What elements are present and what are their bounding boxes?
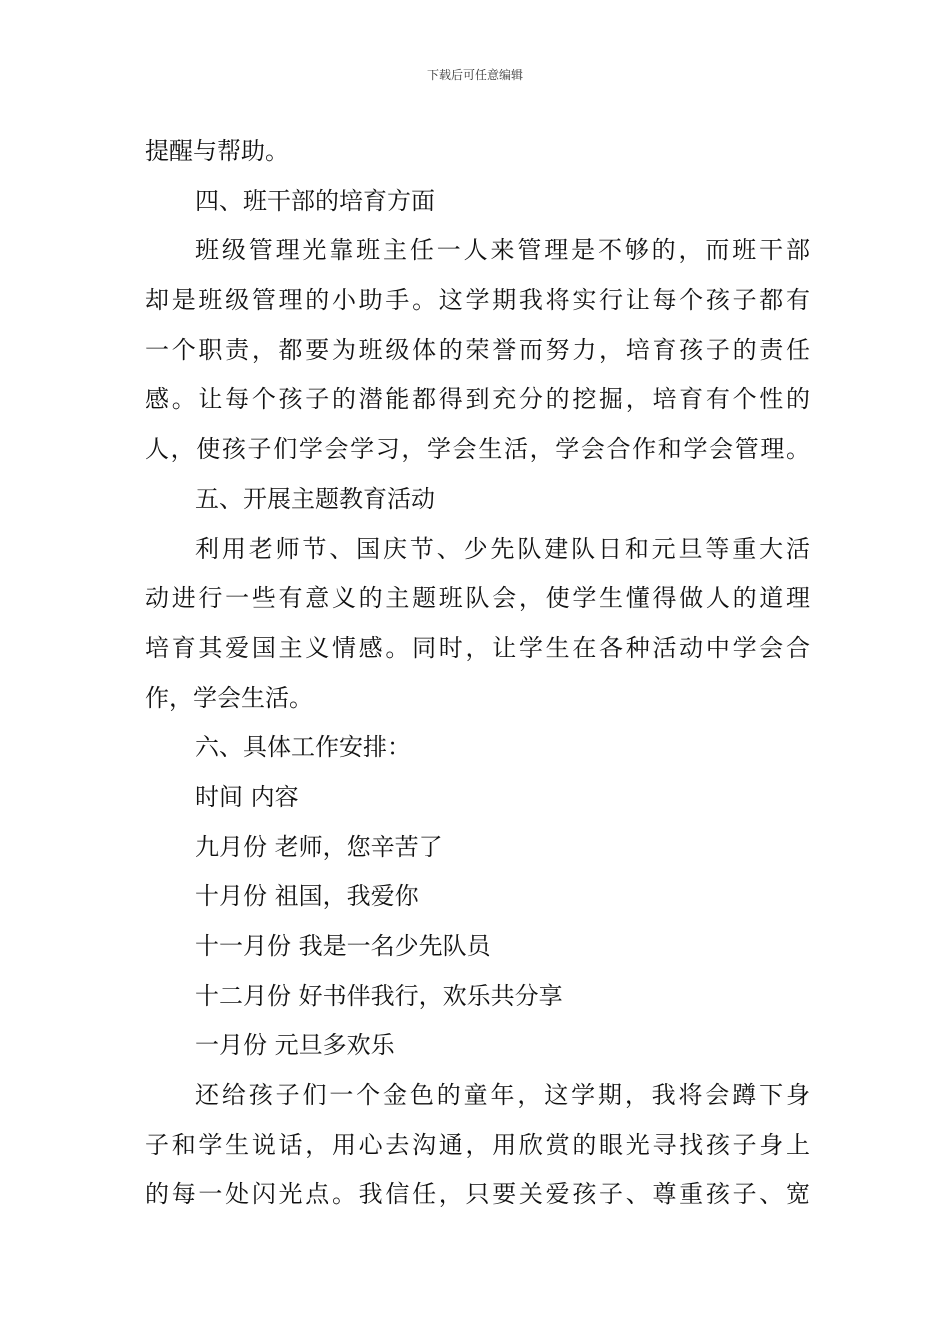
text-line: 一个职责，都要为班级体的荣誉而努力，培育孩子的责任: [145, 335, 810, 364]
schedule-row: 九月份 老师，您辛苦了: [195, 832, 443, 861]
schedule-row: 十一月份 我是一名少先队员: [195, 932, 491, 960]
text-line: 感。让每个孩子的潜能都得到充分的挖掘，培育有个性的: [145, 385, 810, 414]
text-line: 的每一处闪光点。我信任，只要关爱孩子、尊重孩子、宽: [145, 1180, 810, 1209]
text-line: 动进行一些有意义的主题班队会，使学生懂得做人的道理: [145, 584, 810, 613]
text-line: 培育其爱国主义情感。同时，让学生在各种活动中学会合: [145, 633, 810, 662]
text-line: 作，学会生活。: [145, 683, 313, 712]
section-heading: 六、具体工作安排：: [195, 733, 411, 762]
schedule-header: 时间 内容: [195, 782, 299, 811]
text-line: 利用老师节、国庆节、少先队建队日和元旦等重大活: [195, 534, 810, 563]
page-header: 下载后可任意编辑: [426, 68, 523, 82]
text-line: 班级管理光靠班主任一人来管理是不够的，而班干部: [195, 236, 810, 265]
document-body: [145, 127, 810, 1220]
text-line: 子和学生说话，用心去沟通，用欣赏的眼光寻找孩子身上: [145, 1130, 810, 1159]
section-heading: 四、班干部的培育方面: [195, 186, 435, 215]
schedule-row: 十二月份 好书伴我行，欢乐共分享: [195, 981, 563, 1010]
text-line: 人，使孩子们学会学习，学会生活，学会合作和学会管理。: [145, 435, 810, 464]
text-line: 还给孩子们一个金色的童年，这学期，我将会蹲下身: [195, 1081, 810, 1110]
text-line: 却是班级管理的小助手。这学期我将实行让每个孩子都有: [145, 286, 810, 315]
schedule-row: 一月份 元旦多欢乐: [195, 1031, 395, 1060]
section-heading: 五、开展主题教育活动: [195, 484, 435, 513]
text-line: 提醒与帮助。: [145, 137, 289, 165]
schedule-row: 十月份 祖国，我爱你: [195, 882, 419, 911]
